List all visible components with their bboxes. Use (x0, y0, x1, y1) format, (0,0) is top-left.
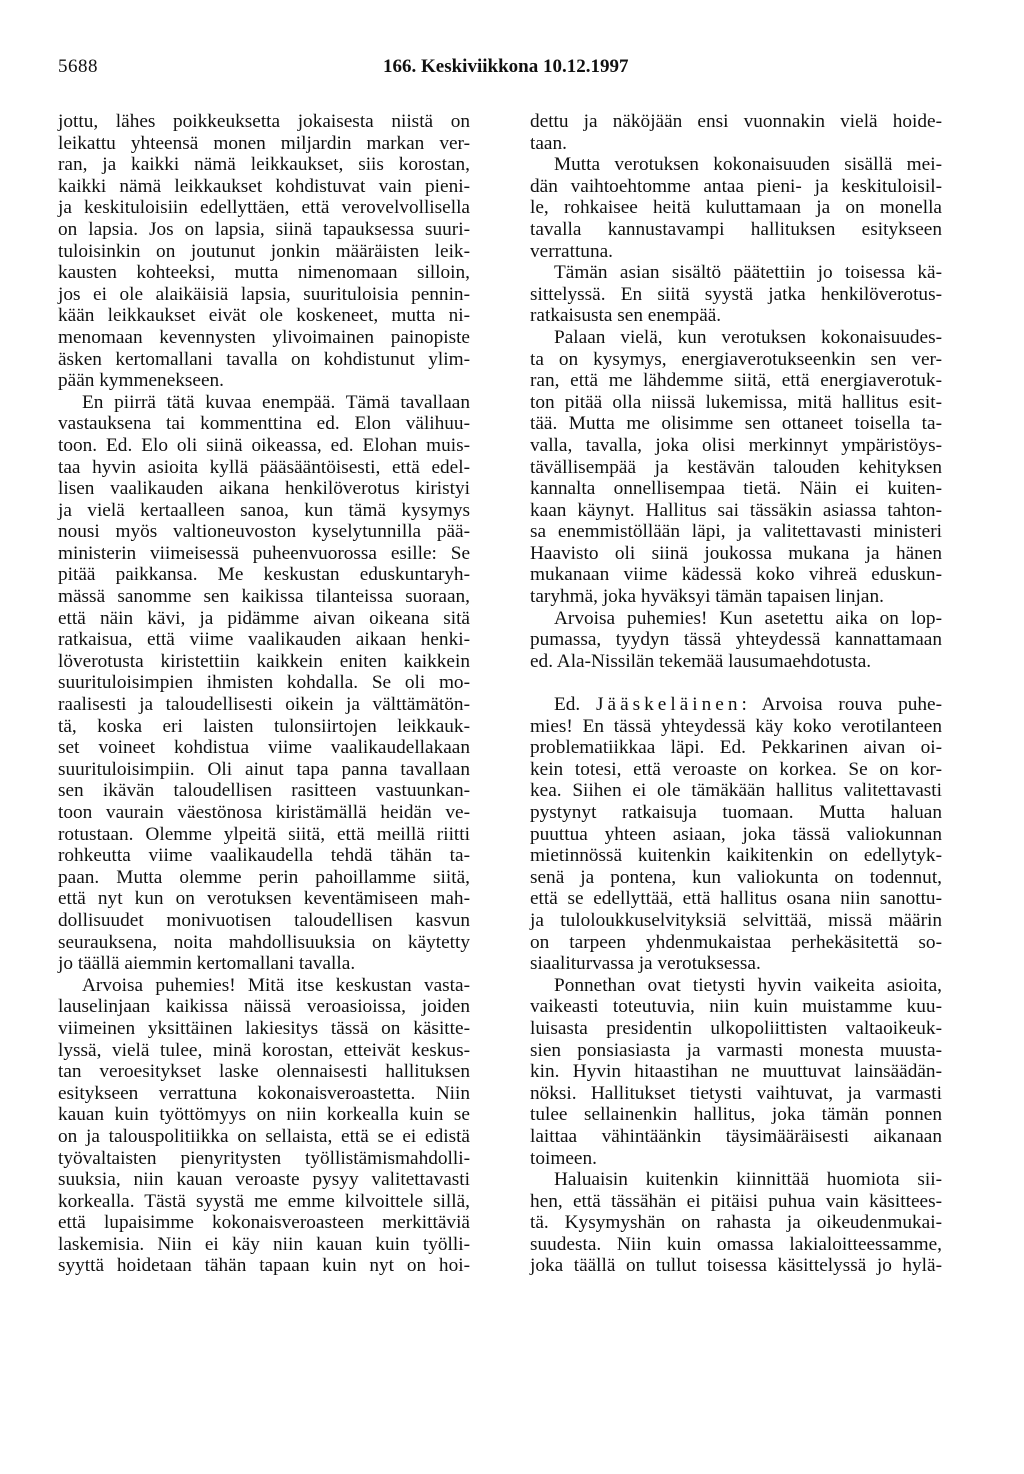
running-head: 166. Keskiviikkona 10.12.1997 (383, 56, 629, 77)
text-line: laittaa vähintäänkin täysimääräisesti aikanaan (530, 1125, 942, 1147)
text-line: jottu, lähes poikkeuksetta jokaisesta niistä on (58, 111, 470, 132)
text-line: lyssä, vielä tulee, minä korostan, etteivät keskus- (58, 1039, 470, 1061)
text-line: rohkeutta viime vaalikaudella tehdä tähän ta- (58, 845, 470, 867)
text-line: suurituloisimpiin. Oli ainut tapa panna tavallaan (58, 758, 470, 780)
text-line: mietinnössä kuitenkin kaikitenkin on edellytyk- (530, 845, 942, 867)
text-line: tulee sellainenkin hallitus, joka tämän ponnen (530, 1104, 942, 1126)
text-line: paan. Mutta olemme perin pahoillamme siitä, (58, 866, 470, 888)
text-line: suudesta. Niin kuin omassa lakialoitteessamme, (530, 1233, 942, 1255)
text-line: ja keskituloisiin edellyttäen, että verovelvollisella (58, 197, 470, 219)
text-line: kaikki nämä leikkaukset kohdistuvat vain pieni- (58, 175, 470, 197)
text-line: tä. Kysymyshän on rahasta ja oikeudenmukai- (530, 1212, 942, 1234)
text-line: että nyt kun on verotuksen keventämiseen mah- (58, 888, 470, 910)
text-line: kausten kohteeksi, mutta nimenomaan silloin, (58, 262, 470, 284)
text-line: nousi myös valtioneuvoston kyselytunnilla pää- (58, 521, 470, 543)
text-line: että näin kävi, ja pidämme aivan oikeana sitä (58, 607, 470, 629)
text-line: laskemisia. Niin ei käy niin kauan kuin työlli- (58, 1233, 470, 1255)
text-line: kannalta onnellisempaa tietä. Näin ei kuiten- (530, 478, 942, 500)
text-line: toon. Ed. Elo oli siinä oikeassa, ed. Elohan muis- (58, 434, 470, 456)
text-line: esitykseen verrattuna kokonaisveroastetta. Niin (58, 1082, 470, 1104)
text-line: että se edellyttää, että hallitus osana niin sanottu- (530, 888, 942, 910)
text-line: hen, että tässähän ei pitäisi puhua vain käsittees- (530, 1190, 942, 1212)
text-line: puuttua yhteen asiaan, joka tässä valiokunnan (530, 823, 942, 845)
text-line: ran, että me lähdemme siitä, että energiaverotuk- (530, 370, 942, 392)
text-line: syyttä hoidetaan tähän tapaan kuin nyt on hoi- (58, 1255, 470, 1277)
text-line: dettu ja näköjään ensi vuonnakin vielä hoide- (530, 111, 942, 132)
text-line: dollisuudet monivuotisen taloudellisen kasvun (58, 909, 470, 931)
text-line: lauselinjaan kaikissa näissä veroasioissa, joiden (58, 996, 470, 1018)
text-line: siaaliturvassa ja verotuksessa. (530, 953, 761, 975)
text-line: sien ponsiasiasta ja varmasti monesta muusta- (530, 1039, 942, 1061)
text-line: joka täällä on tullut toisessa käsittelyssä jo hylä- (530, 1255, 942, 1277)
text-line: ratkaisusta sen enempää. (530, 305, 722, 327)
text-line: lisen vaalikauden aikana henkilöverotus kiristyi (58, 478, 470, 500)
page-number: 5688 (58, 56, 98, 77)
text-line: kään leikkaukset eivät ole koskeneet, mutta ni- (58, 305, 470, 327)
text-line: sa enemmistöllään läpi, ja valitettavasti ministeri (530, 521, 942, 543)
text-line: äsken kertomallani tavalla on kohdistunut ylim- (58, 348, 470, 370)
text-line: löverotusta kiristettiin kaikkein eniten kaikkein (58, 650, 470, 672)
text-line: kauan kuin työttömyys on niin korkealla kuin se (58, 1104, 470, 1126)
text-line: Haavisto oli siinä joukossa mukana ja hänen (530, 542, 942, 564)
text-line: mukanaan viime kädessä koko vihreä eduskun- (530, 564, 942, 586)
text-line: ran, ja kaikki nämä leikkaukset, siis korostan, (58, 154, 470, 176)
text-line: pään kymmenekseen. (58, 370, 224, 392)
text-line: leikattu yhteensä monen miljardin markan ver- (58, 132, 470, 154)
text-line: on ja talouspolitiikka on sellaista, että se ei edistä (58, 1125, 470, 1147)
text-line: verrattuna. (530, 240, 613, 262)
text-line: Tämän asian sisältö päätettiin jo toisessa kä- (554, 262, 942, 284)
text-line: jos ei ole alaikäisiä lapsia, suurituloisia pennin- (58, 283, 470, 305)
speaker-name: Jääskeläinen (596, 694, 742, 716)
text-line: pitää paikkansa. Me keskustan eduskuntaryh- (58, 564, 470, 586)
text-line: Palaan vielä, kun verotuksen kokonaisuudes- (554, 326, 942, 348)
text-line: pumassa, tyydyn tässä yhteydessä kannattamaan (530, 629, 942, 651)
text-line: Ponnethan ovat tietysti hyvin vaikeita asioita, (554, 974, 942, 996)
text-line: set voineet kohdistua viime vaalikaudellakaan (58, 737, 470, 759)
text-line: rotustaan. Olemme ylpeitä siitä, että meillä riitti (58, 823, 470, 845)
text-line: työvaltaisten pienyritysten työllistämismahdolli- (58, 1147, 470, 1169)
text-line: sen ikävän taloudellisen rasitteen vastuunkan- (58, 780, 470, 802)
text-line: on tarpeen yhdenmukaistaa perhekäsitettä so- (530, 931, 942, 953)
text-line: valla, tavalla, joka olisi merkinnyt ympäristöys- (530, 434, 942, 456)
text-line: viimeinen yksittäinen lakiesitys tässä on käsitte- (58, 1017, 470, 1039)
text-line: tää. Mutta me olisimme sen ottaneet toisella ta- (530, 413, 942, 435)
text-line: taryhmä, joka hyväksyi tämän tapaisen linjan. (530, 586, 884, 608)
text-line: vaikeasti toteutuvia, niin kuin muistamme kuu- (530, 996, 942, 1018)
text-line: ministerin viimeisessä puheenvuorossa esille: Se (58, 542, 470, 564)
text-line: En piirrä tätä kuvaa enempää. Tämä tavallaan (82, 391, 470, 413)
text-line: ta on kysymys, energiaverotukseenkin sen ver- (530, 348, 942, 370)
text-line: luisasta presidentin ulkopoliittisten valtaoikeuk- (530, 1017, 942, 1039)
text-line: ja tuloloukkuselvityksiä selvittää, missä määrin (530, 909, 942, 931)
text-line: senä ja pontena, kun valiokunta on todennut, (530, 866, 942, 888)
text-line: kin. Hyvin hitaastihan ne muuttuvat lainsäädän- (530, 1061, 942, 1083)
text-line: Arvoisa puhemies! Kun asetettu aika on lop- (554, 607, 942, 629)
text-line: kea. Siihen ei ole tämäkään hallitus valitettavasti (530, 780, 942, 802)
text-line: pystynyt ratkaisuja tuomaan. Mutta haluan (530, 802, 942, 823)
text-line: ja vielä kertaalleen sanoa, kun tämä kysymys (58, 499, 470, 521)
text-line: suurituloisimpien ihmisten kohdalla. Se oli mo- (58, 672, 470, 694)
text-line: taan. (530, 132, 567, 154)
text-line: problematiikkaa läpi. Ed. Pekkarinen aivan oi- (530, 737, 942, 759)
text-line: Arvoisa puhemies! Mitä itse keskustan vasta- (82, 974, 470, 996)
left-column (58, 111, 470, 1277)
text-line: tä, koska eri laisten tulonsiirtojen leikkauk- (58, 715, 470, 737)
text-line: tan veroesitykset laske olennaisesti hallituksen (58, 1061, 470, 1083)
text-line: suuksia, niin kauan veroaste pysyy valitettavasti (58, 1169, 470, 1191)
text-line: menomaan kevennysten ylivoimainen painopiste (58, 326, 470, 348)
text-line: mies! En tässä yhteydessä käy koko verotilanteen (530, 715, 942, 737)
text-line: mässä sanomme sen kaikissa tilanteissa suoraan, (58, 586, 470, 608)
text-line: tuloisinkin on joutunut jonkin määräisten leik- (58, 240, 470, 262)
text-line: vastauksena tai kommenttina ed. Elon välihuu- (58, 413, 470, 435)
text-line: jo täällä aiemmin kertomallani tavalla. (58, 953, 356, 975)
text-line: taa hyvin asioita kyllä pääsääntöisesti, että edel- (58, 456, 470, 478)
text-line: dän vaihtoehtomme antaa pieni- ja keskituloisil- (530, 175, 942, 197)
text-line: ratkaisua, että viime vaalikauden aikaan henki- (58, 629, 470, 651)
text-line: toimeen. (530, 1147, 597, 1169)
text-line: on lapsia. Jos on lapsia, siinä tapauksessa suuri- (58, 218, 470, 240)
text-line: kaan käynyt. Hallitus sai tässäkin asiassa tahton- (530, 499, 942, 521)
text-line: Haluaisin kuitenkin kiinnittää huomiota sii- (554, 1169, 942, 1191)
text-line: nöksi. Hallitukset tietysti vaihtuvat, ja varmasti (530, 1082, 942, 1104)
text-line: sittelyssä. En siitä syystä jatka henkilöverotus- (530, 283, 942, 305)
text-line: Mutta verotuksen kokonaisuuden sisällä mei- (554, 154, 942, 176)
text-line: tävällisempää ja kestävän talouden kehityksen (530, 456, 942, 478)
paragraph-gap (530, 672, 942, 694)
text-line: seurauksena, noita mahdollisuuksia on käytetty (58, 931, 470, 953)
text-line: ed. Ala-Nissilän tekemää lausumaehdotusta. (530, 650, 872, 672)
text-line: korkealla. Tästä syystä me emme kilvoittele sillä, (58, 1190, 470, 1212)
text-line: tavalla kannustavampi hallituksen esitykseen (530, 218, 942, 240)
right-column (530, 111, 942, 1277)
text-line: että lupaisimme kokonaisveroasteen merkittäviä (58, 1212, 470, 1234)
text-line: ton pitää olla niissä lukemissa, mitä hallitus esit- (530, 391, 942, 413)
text-line: Ed. Jääskeläinen: Arvoisa rouva puhe- (554, 694, 943, 716)
page-header (0, 56, 1024, 84)
text-line: raalisesti ja taloudellisesti oikein ja välttämätön- (58, 694, 470, 716)
text-line: kein totesi, että veroaste on korkea. Se on kor- (530, 758, 942, 780)
text-line: toon vaurain väestönosa kiristämällä heidän ve- (58, 802, 470, 823)
text-line: le, rohkaisee heitä kuluttamaan ja on monella (530, 197, 942, 219)
